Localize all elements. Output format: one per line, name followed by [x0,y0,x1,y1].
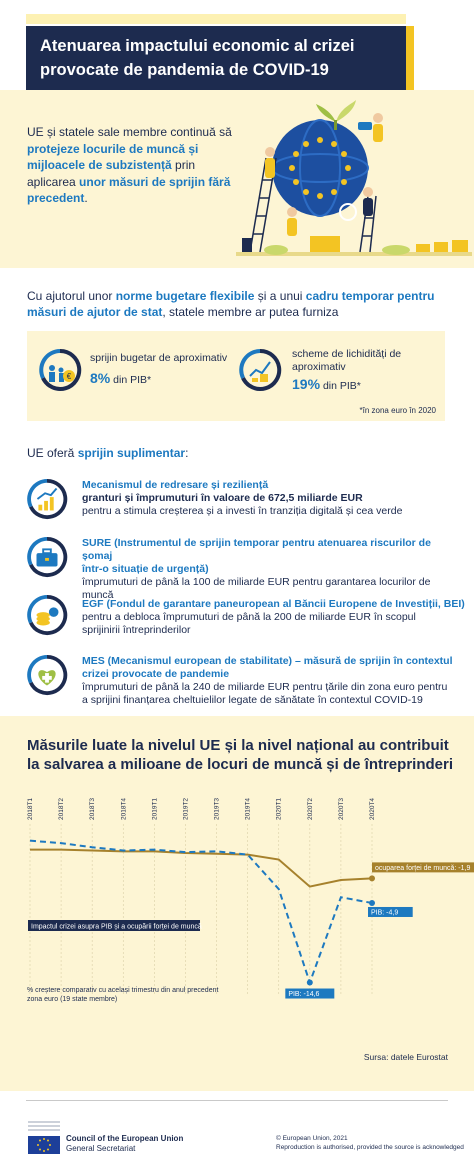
eu-item-esm [82,655,466,707]
eu-item-sure-title1: SURE (Instrumentul de sprijin temporar pentru atenuarea riscurilor de șomaj [82,537,431,562]
x-tick-label: 2020T3 [337,797,345,820]
eu-support-title [27,446,188,460]
stat2-value: 19% [292,376,321,392]
chart-note-line2: zona euro (19 state membre) [27,996,118,1003]
eu-title-highlight: sprijin suplimentar [77,446,186,460]
sec2-highlight2: cadru temporar pentru măsuri de ajutor de stat [27,289,435,319]
page-title-line2: provocate de pandemia de COVID-19 [40,61,329,79]
intro-text-part2: prin aplicarea [27,158,196,189]
stat2-label-line1: scheme de lichidități de [292,348,402,360]
x-tick-label: 2020T2 [306,797,314,820]
growth-chart-icon [26,478,68,520]
eu-title-part2: : [185,446,189,460]
x-tick-label: 2020T1 [275,797,283,820]
x-tick-label: 2019T3 [213,797,221,820]
page-title-line1: Atenuarea impactului economic al crizei [40,37,355,55]
eu-item-sure-text1: împrumuturi de până la 100 de miliarde EUR pentru garantarea locurilor de [82,576,431,588]
coins-stack-icon [26,594,68,636]
series-line [30,841,372,983]
intro-text [27,124,237,207]
gdp-employment-chart [0,780,474,1010]
stat2-label-line2: aproximativ [292,361,346,373]
eu-item-egf-text2: sprijinirii întreprinderilor [82,624,191,636]
title-accent-bar [406,26,414,90]
chart-title-line1: Măsurile luate la nivelul UE și la nivel național au contribuit [27,737,449,754]
stat1-value-line [90,370,151,386]
eu-item-egf-title1: EGF (Fondul de garantare paneuropean al Băncii Europene de Investiții, BEI) [82,598,465,610]
chart-title [27,736,457,774]
label-marker [369,875,375,881]
x-tick-label: 2018T3 [89,797,97,820]
x-tick-label: 2018T4 [120,797,128,820]
sec2-text-part2: și a unui [254,289,306,303]
eu-item-egf-text1: pentru a debloca împrumuturi de până la 200 de miliarde EUR în scopul [82,611,416,623]
footer-divider [26,1100,448,1101]
liquidity-chart-icon [238,348,282,392]
stat2-value-line [292,376,361,392]
x-tick-label: 2018T1 [27,797,34,820]
chart-note [27,986,218,1004]
chart-title-line2: la salvarea a milioane de locuri de muncă și de întreprinderi [27,756,453,773]
data-label: ocuparea forței de muncă: -1,9 [375,864,471,872]
council-logo [26,1118,62,1156]
copyright [276,1134,464,1152]
budget-support-intro [27,288,457,320]
eu-title-part1: UE oferă [27,446,78,460]
series-line [30,850,372,887]
eu-item-egf [82,598,466,637]
copyright-line1: © European Union, 2021 [276,1135,348,1142]
org-name-line1: Council of the European Union [66,1134,184,1143]
svg-text:€: € [66,372,72,381]
x-tick-label: 2018T2 [58,797,66,820]
eu-item-esm-text2: a sprijini finanțarea cheltuielilor legate de sănătate în contextul COVID-19 [82,694,423,706]
label-marker [369,900,375,906]
intro-highlight1: protejeze locurile de muncă și mijloacele de subzistență [27,141,199,172]
source-note: Sursa: datele Eurostat [363,1052,448,1062]
intro-text-part3: . [84,191,88,205]
stat2-label [292,348,401,374]
stat1-value: 8% [90,370,111,386]
organization-name [66,1134,183,1154]
data-label: PIB: -4,9 [371,909,399,917]
sec2-text-part1: Cu ajutorul unor [27,289,116,303]
org-name-line2: General Secretariat [66,1144,136,1153]
sec2-highlight1: norme bugetare flexibile [115,289,255,303]
eu-item-sure-title2: într-o situație de urgență) [82,563,209,575]
copyright-line2: Reproduction is authorised, provided the source is acknowledged [276,1144,464,1151]
chart-note-line1: % creștere comparativ cu același trimestru din anul precedent [27,987,219,994]
eu-item-esm-title1: MES (Mecanismul european de stabilitate) – măsură de sprijin în contextul [82,655,453,667]
page-title [40,34,400,82]
footnote: *în zona euro în 2020 [359,406,436,415]
eu-item-rrf-title1: Mecanismul de redresare și reziliență [82,479,269,491]
briefcase-icon [26,536,68,578]
label-marker [307,980,313,986]
sec2-text-part3: , statele membre ar putea furniza [162,305,339,319]
x-tick-label: 2019T1 [151,797,159,820]
x-tick-label: 2019T2 [182,797,190,820]
intro-highlight2: unor măsuri de sprijin fără precedent [27,174,231,205]
eu-globe-illustration [236,96,472,266]
eu-item-sure-text2: muncă [82,589,114,601]
eu-item-sure [82,537,462,602]
intro-text-part1: UE și statele sale membre continuă să [27,125,232,139]
family-money-icon [38,348,82,392]
eu-item-esm-text1: împrumuturi de până la 240 de miliarde EUR pentru țările din zona euro pentru [82,681,448,693]
eu-item-rrf-text1: pentru a stimula creșterea și a investi în tranziția digitală și cea verde [82,505,403,517]
health-heart-icon [26,654,68,696]
stat1-label: sprijin bugetar de aproximativ [90,352,228,364]
stat1-suffix: din PIB* [110,374,152,386]
x-tick-label: 2019T4 [244,797,252,820]
eu-item-rrf [82,479,462,518]
eu-item-rrf-title2: granturi și împrumuturi în valoare de 672,5 miliarde EUR [82,492,363,504]
stat2-suffix: din PIB* [320,380,361,392]
header-top-stripe [26,14,406,24]
x-tick-label: 2020T4 [369,797,376,820]
legend-box-text: Impactul crizei asupra PIB și a ocupării forței de muncă [31,923,202,931]
eu-item-esm-title2: crizei provocate de pandemie [82,668,230,680]
data-label: PIB: -14,6 [288,991,320,999]
